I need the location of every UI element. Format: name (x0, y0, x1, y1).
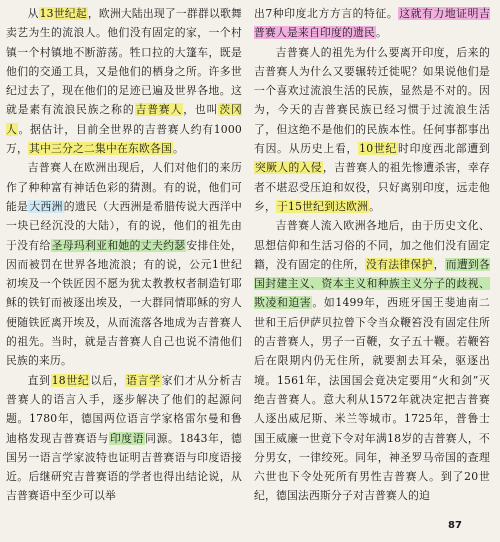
text-run: 以后， (90, 373, 126, 387)
text-run: 。 (375, 26, 387, 40)
text-run: 吉普赛人的祖先为什么要离开印度，后来的吉普赛人为什么又要辗转迁徙呢？如果说他们是一个喜欢过流浪生活的民族，显然是不对的。因为，今天的吉普赛民族已经习惯于过流浪生活了，但这绝不是他们的民族本性。任何事都事出有因。从历史上看， (254, 45, 490, 156)
text-run: ，欧洲大陆出现了一群群以歌舞卖艺为生的流浪人。他们没有固定的家，一个村镇一个村镇地不断游荡。牲口拉的大篷车，既是他们的交通工具，又是他们的栖身之所。许多世纪过去了，现在他们的足迹已遍及世界各地。这就是素有流浪民族之称的 (6, 7, 242, 117)
text-run: 。 (172, 142, 184, 156)
paragraph (6, 371, 242, 506)
text-run: 吉普赛人流入欧洲各地后，由于历史文化、思想信仰和生活习俗的不同，加之他们没有固定籍，没有固定的住所， (254, 219, 490, 271)
text-run: 同源。1843年，德国另一语言学家波特也证明吉普赛语与印度语接近。后继研究吉普赛语的学者也得出结论说，从吉普赛语中至少可以举 (6, 431, 242, 503)
paragraph (6, 4, 242, 158)
text-run: 的遗民（大西洲是希腊传说大西洋中一块已经沉没的大陆），有的说，他们的祖先由于没有给 (6, 199, 242, 252)
highlighted-text: 于15世纪到达欧洲 (277, 199, 369, 213)
text-run: 出7种印度北方方言的特征。 (254, 7, 399, 20)
highlighted-text: 印度语 (109, 431, 145, 445)
text-run: 。据估计，目前全世界的吉普赛人约有1000万， (6, 122, 242, 156)
highlighted-text: 其中三分之二集中在东欧各国 (29, 142, 172, 156)
highlighted-text: 圣母玛利亚和她的丈夫约瑟 (51, 238, 186, 252)
text-run: 时印度西北部遭到 (398, 142, 490, 156)
text-run: ， (433, 257, 445, 271)
paragraph (254, 216, 490, 505)
highlighted-text: 13世纪起 (39, 7, 87, 20)
text-run: 家们才从分析吉普赛人的语言入手，逐步解决了他们的起源问题。1780年，德国两位语言学家格雷尔曼和鲁迪格发现吉普赛语与 (6, 373, 243, 445)
paragraph (254, 4, 490, 43)
page-number: 87 (448, 520, 462, 531)
right-column (254, 4, 490, 506)
highlighted-text: 吉普赛人 (135, 103, 183, 117)
text-run: 。 (369, 199, 381, 213)
paragraph (254, 43, 490, 217)
highlighted-text: 而遭到各国封建主义、资本主义和种族主义分子的歧视、欺凌和迫害 (254, 257, 491, 310)
highlighted-text: 18世纪 (51, 373, 90, 387)
text-run: 安排住处，因而被罚在世界各地流浪；有的说，公元1世纪初埃及一个铁匠因不愿为犹太教教权者制造钉耶稣的铁钉而被逐出埃及，一大群同情耶稣的穷人便随铁匠离开埃及，从而流落各地成为吉普赛人的祖先。当时，就是吉普赛人自己也说不清他们民族的来历。 (6, 238, 242, 368)
highlighted-text: 语言学 (126, 373, 161, 387)
highlighted-text: 这就有力地证明吉普赛人是来自印度的遗民 (254, 7, 491, 40)
text-run: 直到 (27, 373, 51, 387)
highlighted-text: 大西洲 (29, 199, 63, 213)
highlighted-text: 突厥人的入侵 (255, 161, 322, 175)
text-run: 从 (27, 7, 39, 20)
paragraph (6, 158, 242, 370)
left-column (6, 4, 242, 506)
text-run: 吉普赛人在欧洲出现后，人们对他们的来历作了种种富有神话色彩的猜测。有的说，他们可能是 (6, 161, 242, 213)
text-run: ，吉普赛人的祖先惨遭杀害，幸存者不堪忍受压迫和奴役，只好离别印度，远走他乡， (254, 161, 491, 213)
highlighted-text: 茨冈人 (6, 103, 242, 136)
text-run: 。如1499年，西班牙国王斐迪南二世和王后伊萨贝拉曾下令当众鞭笞没有固定住所的吉普赛人，男子一百鞭，女子五十鞭。若鞭笞后在限期内仍无住所，就要割去耳朵，驱逐出境。1561年，法国国会竟决定要用“火和剑”灭绝吉普赛人。意大利从1572年就决定把吉普赛人逐出威尼斯、米兰等城市。1725年，普鲁士国王威廉一世竟下令对年满18岁的吉普赛人，不分男女，一律绞死。同年，神圣罗马帝国的查理六世也下令处死所有男性吉普赛人。到了20世纪，德国法西斯分子对吉普赛人的迫 (254, 296, 490, 503)
highlighted-text: 10世纪 (359, 142, 397, 156)
highlighted-text: 没有法律保护 (366, 257, 433, 271)
text-run: ，也叫 (183, 103, 219, 117)
